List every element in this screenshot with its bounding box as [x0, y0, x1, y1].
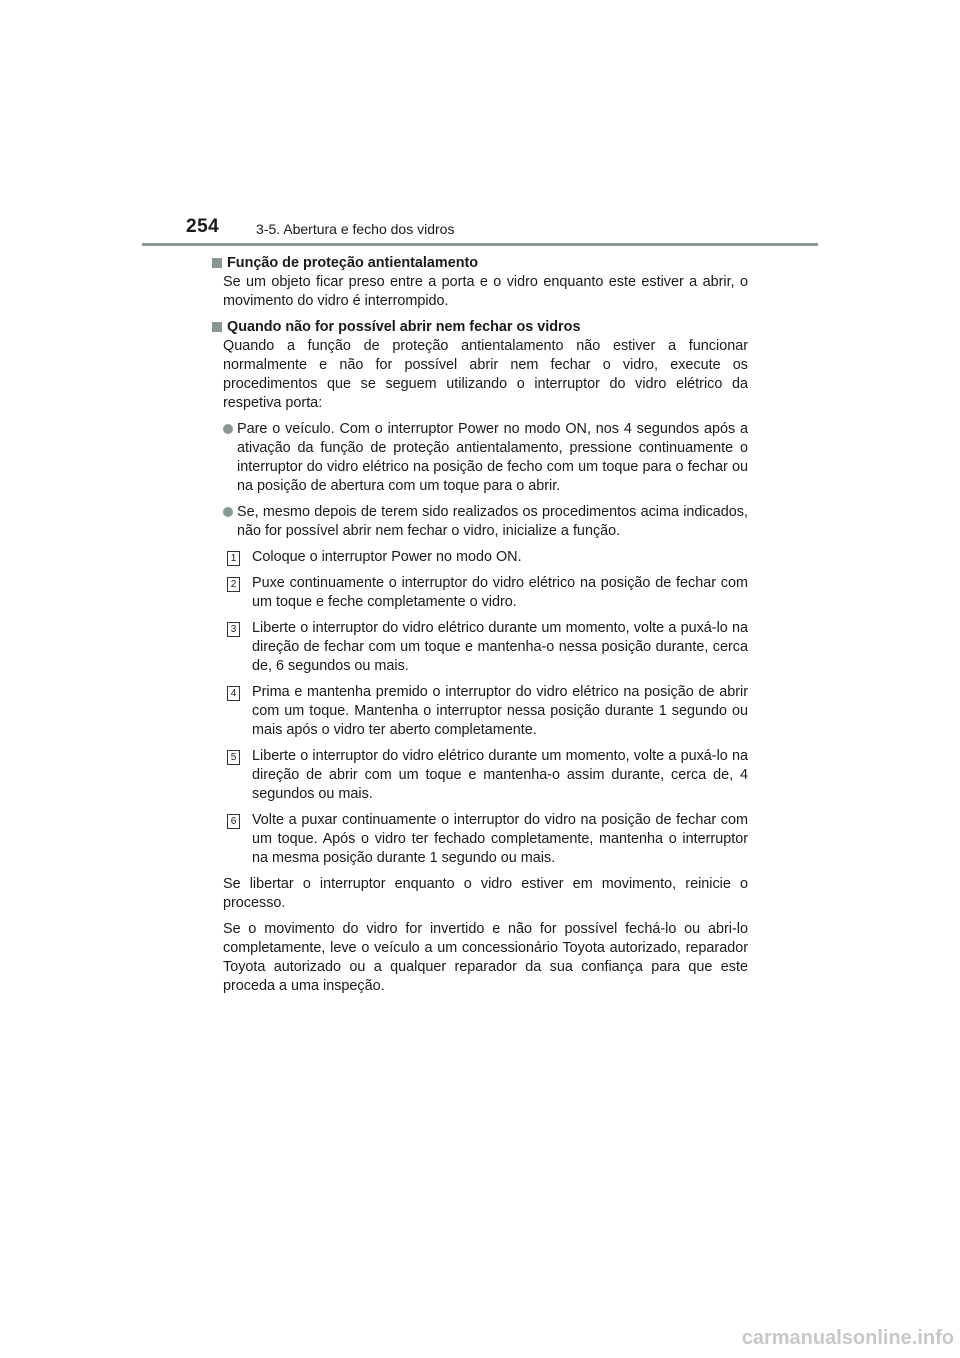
step-item: 6 Volte a puxar continuamente o interruptor do vidro na posição de fechar com um toque. Após o vidro ter fechado completamente, mantenha o interruptor na mesma posição durante 1 segundo ou mais.: [227, 811, 748, 868]
page-number: 254: [186, 216, 220, 237]
watermark: carmanualsonline.info: [741, 1327, 954, 1349]
section-heading-antipinch: Função de proteção antientalamento: [210, 254, 748, 273]
circle-bullet-icon: [223, 424, 233, 434]
note-inspection: Se o movimento do vidro for invertido e não for possível fechá-lo ou abri-lo completamente, leve o veículo a um concessionário Toyota autorizado, reparador Toyota autorizado ou a qualquer reparador da sua confiança para que este proceda a uma inspeção.: [223, 921, 748, 994]
section-text-antipinch: Se um objeto ficar preso entre a porta e o vidro enquanto este estiver a abrir, o movimento do vidro é interrompido.: [223, 274, 748, 309]
step-number-badge: 5: [227, 750, 240, 765]
step-item: 4 Prima e mantenha premido o interruptor do vidro elétrico na posição de abrir com um toque. Mantenha o interruptor nessa posição durante 1 segundo ou mais após o vidro ter aberto completamente.: [227, 683, 748, 740]
note-restart: Se libertar o interruptor enquanto o vidro estiver em movimento, reinicie o processo.: [223, 876, 748, 911]
step-number-badge: 6: [227, 814, 240, 829]
step-item: 1 Coloque o interruptor Power no modo ON.: [227, 548, 748, 567]
circle-bullet-icon: [223, 507, 233, 517]
square-bullet-icon: [212, 258, 222, 268]
section-heading-window-stuck: Quando não for possível abrir nem fechar os vidros: [210, 318, 748, 337]
step-number-badge: 4: [227, 686, 240, 701]
step-number-badge: 2: [227, 577, 240, 592]
bullet-item: Se, mesmo depois de terem sido realizados os procedimentos acima indicados, não for possível abrir nem fechar o vidro, inicialize a função.: [223, 503, 748, 541]
page-content: [210, 254, 748, 1003]
bullet-item: Pare o veículo. Com o interruptor Power no modo ON, nos 4 segundos após a ativação da função de proteção antientalamento, pressione continuamente o interruptor do vidro elétrico na posição de fecho com um toque para o fechar ou na posição de abertura com um toque para o abrir.: [223, 420, 748, 496]
step-number-badge: 1: [227, 551, 240, 566]
chapter-title: 3-5. Abertura e fecho dos vidros: [256, 221, 455, 237]
step-item: 2 Puxe continuamente o interruptor do vidro elétrico na posição de fechar com um toque e feche completamente o vidro.: [227, 574, 748, 612]
square-bullet-icon: [212, 322, 222, 332]
header-rule: [142, 243, 818, 246]
step-item: 5 Liberte o interruptor do vidro elétrico durante um momento, volte a puxá-lo na direção de abrir com um toque e mantenha-o assim durante, cerca de, 4 segundos ou mais.: [227, 747, 748, 804]
step-number-badge: 3: [227, 622, 240, 637]
step-item: 3 Liberte o interruptor do vidro elétrico durante um momento, volte a puxá-lo na direção de fechar com um toque e mantenha-o nessa posição durante, cerca de, 6 segundos ou mais.: [227, 619, 748, 676]
section-text-window-stuck: Quando a função de proteção antientalamento não estiver a funcionar normalmente e não for possível abrir nem fechar o vidro, execute os procedimentos que se seguem utilizando o interruptor do vidro elétrico da respetiva porta:: [223, 338, 748, 411]
